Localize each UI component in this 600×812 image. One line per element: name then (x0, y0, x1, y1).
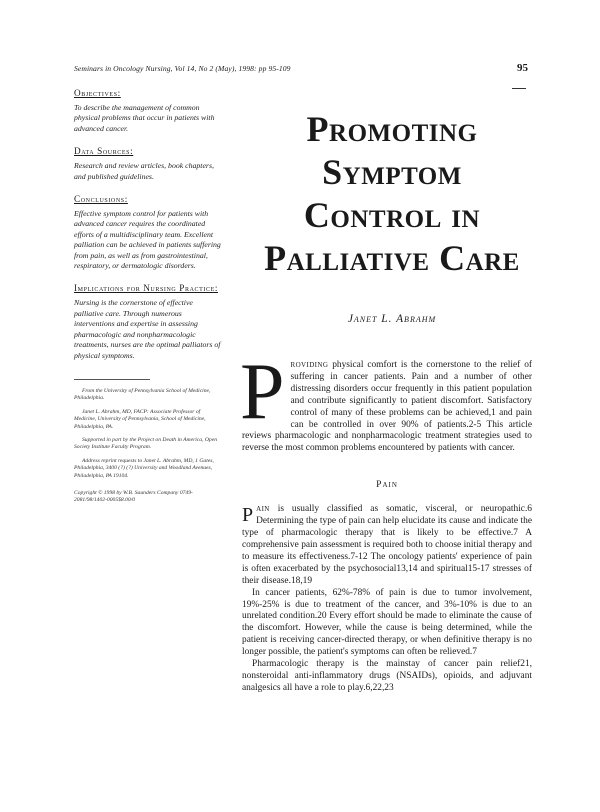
data-sources-heading: Data Sources: (74, 146, 134, 157)
pain-paragraph-2: In cancer patients, 62%-78% of pain is due to tumor involvement, 19%-25% is due to treatment of the cancer, and 3%-10% is due to an unrelated condition.20 Every effort should be made to eliminate the cause of the discomfort. However, while the cause is being determined, while the patient is receiving cancer-directed therapy, or when definitive therapy is no longer possible, the patient's symptoms can often be relieved.7 (242, 587, 532, 658)
running-head: Seminars in Oncology Nursing, Vol 14, No 2 (May), 1998: pp 95-109 (74, 64, 291, 73)
pain-paragraph-3: Pharmacologic therapy is the mainstay of cancer pain relief21, nonsteroidal anti-inflammatory drugs (NSAIDs), opioids, and adjuvant analgesics all have a role to play.6,22,23 (242, 659, 532, 693)
pain-lead: ain (256, 504, 270, 515)
title-line-3: Control in (303, 195, 481, 235)
support-note: Supported in part by the Project on Death in America, Open Society Institute Faculty Program. (74, 436, 218, 451)
conclusions-heading: Conclusions: (74, 194, 128, 205)
page-number: 95 (517, 62, 528, 74)
author-note: Janet L. Abrahm, MD, FACP: Associate Professor of Medicine, University of Pennsylvania, School of Medicine, Philadelphia, PA. (74, 408, 206, 430)
author-byline: Janet L. Abrahm (347, 313, 437, 325)
copyright-note: Copyright © 1998 by W.B. Saunders Company 0749-2081/98/1402-0005$8.00/0 (74, 489, 193, 504)
footnote-divider (74, 379, 150, 380)
article-body (240, 348, 532, 695)
data-sources-text: Research and review articles, book chapters, and published guidelines. (74, 161, 214, 181)
intro-lead: roviding (290, 360, 329, 370)
pain-paragraph-1 (242, 504, 532, 587)
conclusions-text: Effective symptom control for patients with advanced cancer requires the coordinated efforts of a multidisciplinary team. Excellent palliation can be achieved in patients suffering from pain, as well as from gastrointestinal, respiratory, or dermatologic disorders. (74, 209, 221, 271)
implications-text: Nursing is the cornerstone of effective palliative care. Through numerous interventions and expertise in assessing pharmacologic and nonpharmacologic treatments, nurses are the optimal palliators of physical symptoms. (74, 298, 221, 360)
pain-heading: Pain (376, 479, 398, 491)
article-title (242, 108, 542, 280)
pain-text-1: is usually classified as somatic, visceral, or neuropathic.6 Determining the type of pain can help elucidate its cause and indicate the type of pharmacologic therapy that is likely to be effective.7 A comprehensive pain assessment is required both to choose initial therapy and to measure its effectiveness.7-12 The oncology patients' experience of pain is often exacerbated by the psychosocial13,14 and spiritual15-17 stresses of their disease.18,19 (242, 504, 532, 586)
abstract-sidebar (74, 88, 222, 511)
affiliation-note: From the University of Pennsylvania School of Medicine, Philadelphia. (74, 387, 211, 402)
intro-paragraph (240, 348, 532, 455)
objectives-heading: Objectives: (74, 88, 121, 98)
title-line-4: Palliative Care (264, 238, 520, 278)
intro-text: physical comfort is the cornerstone to the relief of suffering in cancer patients. Pain and a number of other distressing disorders occur frequently in this patient population and contribute significantly to patient discomfort. Satisfactory control of many of these problems can be achieved,1 and pain can be controlled in over 90% of patients.2-5 This article reviews pharmacologic and nonpharmacologic treatment strategies used to reverse the most common problems encountered by patients with cancer. (242, 360, 532, 454)
title-line-2: Symptom (322, 152, 462, 192)
implications-heading: Implications for Nursing Practice: (74, 283, 218, 294)
corner-rule (512, 88, 526, 89)
pain-initial: P (242, 504, 254, 527)
objectives-text: To describe the management of common physical problems that occur in patients with advanced cancer. (74, 103, 215, 133)
title-line-1: Promoting (306, 109, 478, 149)
intro-dropcap: P (240, 348, 285, 436)
reprint-note: Address reprint requests to Janet L. Abrahm, MD, 1 Gates, Philadelphia, 3400 (?) (?) University and Woodland Avenues, Philadelphia, PA 19104. (74, 457, 214, 479)
